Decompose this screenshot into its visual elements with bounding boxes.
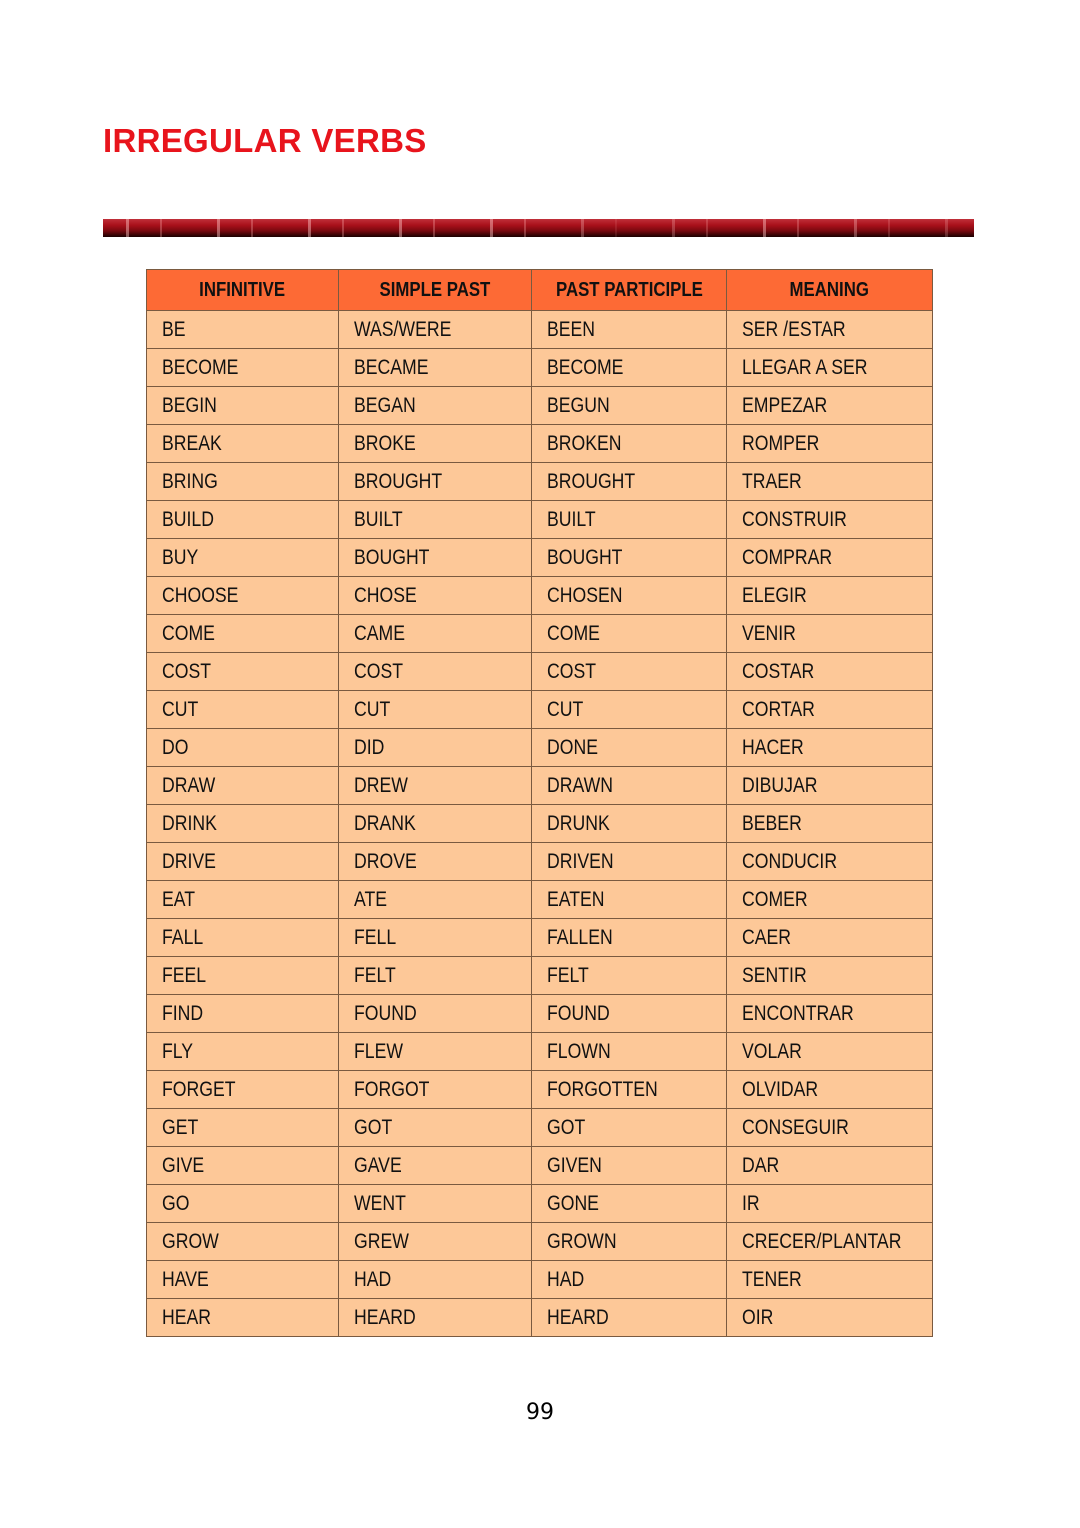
cell-text: CUT: [546, 697, 584, 721]
cell-infinitive: [147, 501, 339, 539]
cell-simple-past: [338, 1071, 531, 1109]
cell-text: OLVIDAR: [742, 1077, 819, 1101]
cell-past-participle: [531, 1223, 726, 1261]
cell-text: GREW: [353, 1229, 409, 1253]
page-number: 99: [526, 1400, 554, 1425]
cell-simple-past: [338, 805, 531, 843]
cell-text: FORGOTTEN: [546, 1077, 658, 1101]
cell-meaning: [727, 843, 933, 881]
cell-text: COST: [162, 659, 212, 683]
cell-text: HAD: [353, 1267, 391, 1291]
cell-text: GROWN: [546, 1229, 617, 1253]
cell-text: BEGIN: [162, 393, 217, 417]
cell-simple-past: [338, 1185, 531, 1223]
cell-simple-past: [338, 463, 531, 501]
cell-text: TENER: [742, 1267, 802, 1291]
header-label: INFINITIVE: [199, 278, 286, 301]
cell-text: BROUGHT: [546, 469, 636, 493]
cell-text: FORGOT: [353, 1077, 429, 1101]
cell-text: GIVE: [162, 1153, 205, 1177]
cell-simple-past: [338, 881, 531, 919]
cell-simple-past: [338, 691, 531, 729]
cell-text: BUILT: [546, 507, 596, 531]
cell-text: GAVE: [353, 1153, 402, 1177]
cell-text: OIR: [742, 1305, 774, 1329]
cell-past-participle: [531, 1071, 726, 1109]
table-row: [147, 615, 933, 653]
table-row: [147, 1261, 933, 1299]
cell-text: FOUND: [353, 1001, 417, 1025]
header-infinitive: [147, 270, 339, 311]
cell-meaning: [727, 349, 933, 387]
cell-past-participle: [531, 463, 726, 501]
cell-simple-past: [338, 1223, 531, 1261]
table-row: [147, 311, 933, 349]
cell-simple-past: [338, 1147, 531, 1185]
table-row: [147, 805, 933, 843]
cell-infinitive: [147, 539, 339, 577]
cell-simple-past: [338, 995, 531, 1033]
cell-text: CUT: [162, 697, 199, 721]
cell-infinitive: [147, 1071, 339, 1109]
cell-meaning: [727, 767, 933, 805]
cell-infinitive: [147, 653, 339, 691]
cell-text: GET: [162, 1115, 199, 1139]
decorative-divider-bar: [103, 219, 974, 237]
cell-text: CONDUCIR: [742, 849, 838, 873]
cell-meaning: [727, 1033, 933, 1071]
cell-text: CONSTRUIR: [742, 507, 848, 531]
cell-infinitive: [147, 311, 339, 349]
table-row: [147, 957, 933, 995]
table-row: [147, 881, 933, 919]
cell-past-participle: [531, 1261, 726, 1299]
cell-text: BECOME: [546, 355, 624, 379]
cell-text: WENT: [353, 1191, 406, 1215]
cell-infinitive: [147, 957, 339, 995]
cell-meaning: [727, 1223, 933, 1261]
page-title: IRREGULAR VERBS: [103, 122, 427, 159]
cell-simple-past: [338, 615, 531, 653]
cell-past-participle: [531, 653, 726, 691]
cell-text: SER /ESTAR: [742, 317, 846, 341]
cell-text: HEAR: [162, 1305, 212, 1329]
cell-text: EATEN: [546, 887, 605, 911]
cell-past-participle: [531, 767, 726, 805]
cell-text: CONSEGUIR: [742, 1115, 850, 1139]
cell-text: BE: [162, 317, 186, 341]
cell-text: BROKEN: [546, 431, 622, 455]
cell-text: BECAME: [353, 355, 428, 379]
cell-infinitive: [147, 387, 339, 425]
cell-meaning: [727, 311, 933, 349]
cell-infinitive: [147, 1261, 339, 1299]
cell-meaning: [727, 1261, 933, 1299]
cell-past-participle: [531, 881, 726, 919]
table-row: [147, 767, 933, 805]
cell-simple-past: [338, 425, 531, 463]
cell-text: FALLEN: [546, 925, 613, 949]
table-header-row: [147, 270, 933, 311]
cell-text: BEGAN: [353, 393, 416, 417]
cell-text: HACER: [742, 735, 804, 759]
cell-text: IR: [742, 1191, 760, 1215]
cell-text: FLEW: [353, 1039, 403, 1063]
table-row: [147, 387, 933, 425]
cell-text: DIBUJAR: [742, 773, 818, 797]
cell-text: BEBER: [742, 811, 802, 835]
cell-text: CUT: [353, 697, 390, 721]
cell-past-participle: [531, 615, 726, 653]
cell-past-participle: [531, 501, 726, 539]
cell-text: DID: [353, 735, 384, 759]
cell-simple-past: [338, 843, 531, 881]
cell-text: DAR: [742, 1153, 780, 1177]
cell-text: BROKE: [353, 431, 416, 455]
cell-past-participle: [531, 1299, 726, 1337]
cell-past-participle: [531, 919, 726, 957]
cell-text: GIVEN: [546, 1153, 602, 1177]
cell-simple-past: [338, 1033, 531, 1071]
cell-past-participle: [531, 425, 726, 463]
cell-past-participle: [531, 957, 726, 995]
cell-text: BOUGHT: [353, 545, 429, 569]
header-past-participle: [531, 270, 726, 311]
cell-infinitive: [147, 1223, 339, 1261]
cell-text: CHOSE: [353, 583, 417, 607]
cell-past-participle: [531, 805, 726, 843]
cell-text: DRANK: [353, 811, 416, 835]
table-row: [147, 653, 933, 691]
cell-infinitive: [147, 881, 339, 919]
cell-text: EMPEZAR: [742, 393, 828, 417]
cell-meaning: [727, 919, 933, 957]
cell-text: HEARD: [353, 1305, 416, 1329]
cell-text: DRAWN: [546, 773, 613, 797]
cell-text: FIND: [162, 1001, 204, 1025]
cell-infinitive: [147, 425, 339, 463]
cell-simple-past: [338, 501, 531, 539]
cell-text: VENIR: [742, 621, 797, 645]
table-row: [147, 539, 933, 577]
cell-past-participle: [531, 995, 726, 1033]
cell-infinitive: [147, 1147, 339, 1185]
cell-meaning: [727, 957, 933, 995]
cell-text: GOT: [546, 1115, 586, 1139]
table-row: [147, 501, 933, 539]
cell-text: FEEL: [162, 963, 207, 987]
irregular-verbs-table: [146, 269, 933, 1337]
cell-infinitive: [147, 349, 339, 387]
cell-meaning: [727, 387, 933, 425]
cell-meaning: [727, 1299, 933, 1337]
cell-text: GROW: [162, 1229, 219, 1253]
cell-infinitive: [147, 843, 339, 881]
cell-infinitive: [147, 615, 339, 653]
cell-text: COST: [353, 659, 403, 683]
cell-infinitive: [147, 1299, 339, 1337]
cell-text: FLY: [162, 1039, 194, 1063]
cell-meaning: [727, 1185, 933, 1223]
cell-text: HAD: [546, 1267, 585, 1291]
table-row: [147, 463, 933, 501]
cell-past-participle: [531, 691, 726, 729]
cell-text: BOUGHT: [546, 545, 623, 569]
cell-simple-past: [338, 653, 531, 691]
header-label: MEANING: [789, 278, 870, 301]
table-row: [147, 691, 933, 729]
header-meaning: [727, 270, 933, 311]
cell-meaning: [727, 653, 933, 691]
cell-text: HEARD: [546, 1305, 609, 1329]
cell-infinitive: [147, 1033, 339, 1071]
cell-simple-past: [338, 1109, 531, 1147]
cell-text: BUILD: [162, 507, 214, 531]
cell-meaning: [727, 691, 933, 729]
cell-text: LLEGAR A SER: [742, 355, 868, 379]
cell-text: ENCONTRAR: [742, 1001, 854, 1025]
cell-past-participle: [531, 1147, 726, 1185]
cell-text: BREAK: [162, 431, 222, 455]
table-row: [147, 1033, 933, 1071]
cell-text: DRINK: [162, 811, 217, 835]
cell-past-participle: [531, 729, 726, 767]
cell-text: BUY: [162, 545, 199, 569]
cell-simple-past: [338, 767, 531, 805]
cell-infinitive: [147, 691, 339, 729]
table-row: [147, 1299, 933, 1337]
cell-infinitive: [147, 995, 339, 1033]
cell-infinitive: [147, 1185, 339, 1223]
cell-text: GONE: [546, 1191, 599, 1215]
cell-past-participle: [531, 1185, 726, 1223]
table-row: [147, 1185, 933, 1223]
cell-simple-past: [338, 1261, 531, 1299]
cell-simple-past: [338, 387, 531, 425]
cell-meaning: [727, 577, 933, 615]
table-row: [147, 1071, 933, 1109]
table-row: [147, 349, 933, 387]
cell-text: CHOOSE: [162, 583, 239, 607]
table-row: [147, 995, 933, 1033]
table-row: [147, 1223, 933, 1261]
cell-text: BEEN: [546, 317, 596, 341]
cell-text: ELEGIR: [742, 583, 807, 607]
cell-text: BROUGHT: [353, 469, 442, 493]
cell-text: FORGET: [162, 1077, 236, 1101]
cell-meaning: [727, 729, 933, 767]
cell-meaning: [727, 1147, 933, 1185]
header-label: SIMPLE PAST: [379, 278, 491, 301]
cell-past-participle: [531, 349, 726, 387]
cell-text: COME: [162, 621, 215, 645]
cell-meaning: [727, 995, 933, 1033]
cell-simple-past: [338, 729, 531, 767]
cell-past-participle: [531, 539, 726, 577]
cell-meaning: [727, 615, 933, 653]
cell-text: ATE: [353, 887, 387, 911]
cell-text: CRECER/PLANTAR: [742, 1229, 902, 1253]
cell-infinitive: [147, 1109, 339, 1147]
cell-text: CAER: [742, 925, 792, 949]
cell-text: WAS/WERE: [353, 317, 451, 341]
cell-infinitive: [147, 767, 339, 805]
cell-text: HAVE: [162, 1267, 209, 1291]
cell-text: TRAER: [742, 469, 802, 493]
cell-text: DONE: [546, 735, 598, 759]
cell-text: COMER: [742, 887, 808, 911]
cell-text: FOUND: [546, 1001, 610, 1025]
cell-simple-past: [338, 349, 531, 387]
cell-meaning: [727, 463, 933, 501]
cell-meaning: [727, 539, 933, 577]
cell-past-participle: [531, 311, 726, 349]
cell-infinitive: [147, 919, 339, 957]
cell-past-participle: [531, 577, 726, 615]
cell-meaning: [727, 425, 933, 463]
cell-meaning: [727, 805, 933, 843]
cell-text: VOLAR: [742, 1039, 802, 1063]
cell-meaning: [727, 881, 933, 919]
cell-text: DRUNK: [546, 811, 610, 835]
cell-past-participle: [531, 1109, 726, 1147]
cell-past-participle: [531, 1033, 726, 1071]
table-row: [147, 577, 933, 615]
table-body: [147, 311, 933, 1337]
cell-text: DROVE: [353, 849, 417, 873]
cell-text: CAME: [353, 621, 405, 645]
cell-text: DRIVE: [162, 849, 216, 873]
cell-simple-past: [338, 577, 531, 615]
cell-text: DREW: [353, 773, 408, 797]
cell-text: GOT: [353, 1115, 392, 1139]
cell-text: CHOSEN: [546, 583, 623, 607]
cell-text: DRIVEN: [546, 849, 614, 873]
cell-text: DRAW: [162, 773, 216, 797]
cell-simple-past: [338, 957, 531, 995]
cell-meaning: [727, 501, 933, 539]
table-row: [147, 729, 933, 767]
cell-text: SENTIR: [742, 963, 807, 987]
cell-infinitive: [147, 463, 339, 501]
cell-simple-past: [338, 311, 531, 349]
header-simple-past: [338, 270, 531, 311]
cell-text: COST: [546, 659, 596, 683]
cell-infinitive: [147, 577, 339, 615]
cell-text: FELT: [546, 963, 589, 987]
header-label: PAST PARTICIPLE: [555, 278, 703, 301]
cell-simple-past: [338, 1299, 531, 1337]
cell-text: BEGUN: [546, 393, 610, 417]
table-row: [147, 1109, 933, 1147]
cell-text: FELT: [353, 963, 396, 987]
cell-simple-past: [338, 539, 531, 577]
table-row: [147, 425, 933, 463]
cell-infinitive: [147, 729, 339, 767]
cell-past-participle: [531, 387, 726, 425]
cell-text: DO: [162, 735, 189, 759]
cell-past-participle: [531, 843, 726, 881]
cell-text: GO: [162, 1191, 190, 1215]
cell-simple-past: [338, 919, 531, 957]
table-row: [147, 919, 933, 957]
cell-text: ROMPER: [742, 431, 820, 455]
cell-text: BRING: [162, 469, 218, 493]
cell-text: CORTAR: [742, 697, 816, 721]
cell-infinitive: [147, 805, 339, 843]
cell-text: FALL: [162, 925, 204, 949]
cell-text: BECOME: [162, 355, 239, 379]
cell-text: FELL: [353, 925, 396, 949]
cell-text: BUILT: [353, 507, 403, 531]
cell-text: COMPRAR: [742, 545, 833, 569]
cell-meaning: [727, 1071, 933, 1109]
table-row: [147, 843, 933, 881]
cell-text: COSTAR: [742, 659, 815, 683]
cell-text: EAT: [162, 887, 196, 911]
cell-text: FLOWN: [546, 1039, 611, 1063]
table-row: [147, 1147, 933, 1185]
cell-meaning: [727, 1109, 933, 1147]
cell-text: COME: [546, 621, 600, 645]
